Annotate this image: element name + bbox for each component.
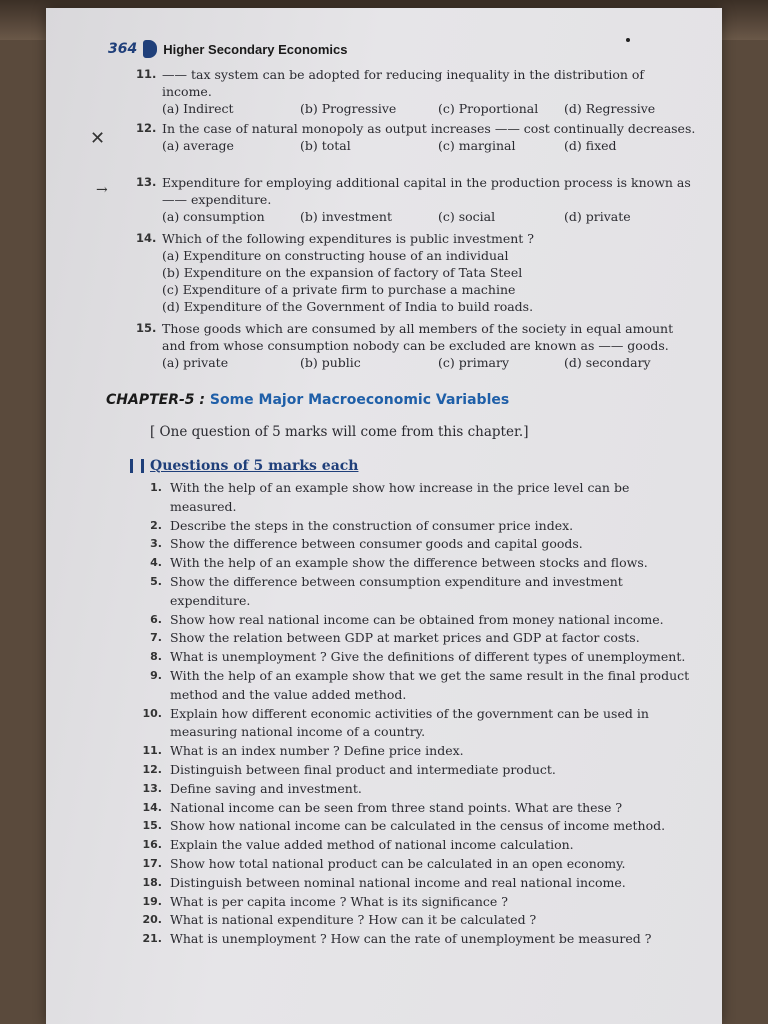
option-b: (b) Expenditure on the expansion of factory of Tata Steel [162,265,523,280]
mcq-11 [106,66,696,117]
option-d: (d) Regressive [564,101,656,116]
option-c: (c) marginal [438,138,516,153]
chapter-heading [106,392,509,408]
question-number: 14. [142,800,162,814]
question-text: Show how national income can be calculated in the census of income method. [170,818,666,834]
list-item [130,817,690,836]
question-text: Show how total national product can be calculated in an open economy. [170,855,626,871]
question-text: Describe the steps in the construction of consumer price index. [170,517,574,533]
option-c: (c) primary [438,355,510,370]
question-number: 15. [142,819,162,833]
list-item [130,836,690,855]
option-c: (c) Proportional [438,101,539,116]
question-number: 5. [150,574,162,588]
option-a: (a) average [162,138,234,153]
question-text: Which of the following expenditures is public investment ? [162,231,534,246]
mcq-15 [106,320,696,371]
options [162,247,696,315]
list-item [130,535,690,554]
pen-arrow-icon: → [96,182,108,198]
list-item [130,893,690,912]
question-number: 13. [136,175,157,189]
list-item [130,517,690,536]
question-number: 16. [142,838,162,852]
question-number: 21. [142,932,162,946]
question-number: 3. [150,537,162,551]
list-item [130,705,690,743]
chapter-note: [ One question of 5 marks will come from this chapter.] [150,424,529,440]
option-a: (a) Expenditure on constructing house of an individual [162,248,509,263]
question-number: 18. [142,875,162,889]
question-text: What is per capita income ? What is its significance ? [170,893,508,909]
question-text: Explain how different economic activities of the government can be used in measuring national income of a country. [170,705,649,740]
chapter-title: Some Major Macroeconomic Variables [209,392,510,408]
list-item [130,930,690,949]
question-text: Explain the value added method of national income calculation. [170,837,574,853]
option-a: (a) Indirect [162,101,234,116]
option-c: (c) Expenditure of a private firm to purchase a machine [162,282,516,297]
question-number: 6. [150,612,162,626]
question-number: 7. [150,631,162,645]
question-number: 1. [150,481,162,494]
options [162,137,696,154]
question-text: Show the relation between GDP at market prices and GDP at factor costs. [170,630,640,646]
list-item [130,761,690,780]
question-text: With the help of an example show how increase in the price level can be measured. [170,480,630,514]
ink-dot [626,38,630,42]
question-number: 12. [136,121,157,135]
chapter-label: CHAPTER-5 : [106,392,206,408]
list-item [130,573,690,611]
question-number: 17. [142,856,162,870]
question-number: 19. [142,894,162,908]
question-text: What is national expenditure ? How can it be calculated ? [170,912,537,928]
list-item [130,479,690,517]
options [162,354,696,371]
question-number: 8. [150,650,162,664]
page-header [108,40,347,58]
option-b: (b) public [300,355,361,370]
question-text: Expenditure for employing additional capital in the production process is known as —— expenditure. [162,175,691,207]
question-number: 15. [136,321,157,335]
question-text: What is an index number ? Define price index. [170,743,464,759]
question-number: 13. [142,781,162,795]
question-number: 14. [136,231,157,245]
mcq-13 [106,174,696,225]
section-title: Questions of 5 marks each [150,458,359,474]
option-d: (d) Expenditure of the Government of India to build roads. [162,299,534,314]
question-text: —— tax system can be adopted for reducing inequality in the distribution of income. [162,67,645,99]
list-item [130,911,690,930]
option-d: (d) fixed [564,138,617,153]
list-item [130,611,690,630]
list-item [130,554,690,573]
option-a: (a) consumption [162,209,265,224]
question-text: Show the difference between consumer goods and capital goods. [170,536,583,552]
option-d: (d) secondary [564,355,651,370]
list-item [130,648,690,667]
question-text: Show how real national income can be obtained from money national income. [170,611,664,627]
book-title: Higher Secondary Economics [163,41,348,57]
list-item [130,874,690,893]
question-text: With the help of an example show that we get the same result in the final product method and the value added method. [170,667,690,702]
question-number: 11. [142,744,162,758]
list-item [130,667,690,705]
question-number: 2. [150,518,162,532]
section-heading [130,458,358,474]
option-b: (b) investment [300,209,392,224]
pen-cross-icon: ✕ [90,128,106,149]
list-item [130,780,690,799]
list-item [130,742,690,761]
section-marker-icon [130,459,144,473]
list-item [130,629,690,648]
question-number: 20. [142,913,162,927]
question-number: 10. [142,706,162,720]
options [162,100,696,117]
book-page [46,8,722,1024]
question-text: Distinguish between nominal national income and real national income. [170,874,626,890]
question-number: 9. [150,668,162,682]
list-item [130,855,690,874]
options [162,208,696,225]
option-b: (b) total [300,138,351,153]
mcq-12 [106,120,696,154]
question-text: Those goods which are consumed by all members of the society in equal amount and from whose consumption nobody can be excluded are known as —— goods. [162,321,674,353]
question-text: National income can be seen from three stand points. What are these ? [170,799,623,815]
question-text: What is unemployment ? How can the rate of unemployment be measured ? [170,931,652,947]
mcq-14 [106,230,696,315]
option-c: (c) social [438,209,496,224]
question-text: Define saving and investment. [170,780,362,796]
option-d: (d) private [564,209,631,224]
list-item [130,799,690,818]
question-number: 12. [142,762,162,776]
question-list [130,479,690,949]
question-number: 11. [136,67,157,81]
book-icon [143,40,157,58]
question-text: Show the difference between consumption expenditure and investment expenditure. [170,573,623,608]
option-b: (b) Progressive [300,101,397,116]
question-text: Distinguish between final product and intermediate product. [170,761,556,777]
page-number: 364 [108,41,138,57]
question-number: 4. [150,556,162,570]
option-a: (a) private [162,355,229,370]
question-text: What is unemployment ? Give the definitions of different types of unemployment. [170,649,686,665]
question-text: In the case of natural monopoly as output increases —— cost continually decreases. [162,121,696,136]
question-text: With the help of an example show the difference between stocks and flows. [170,555,648,571]
